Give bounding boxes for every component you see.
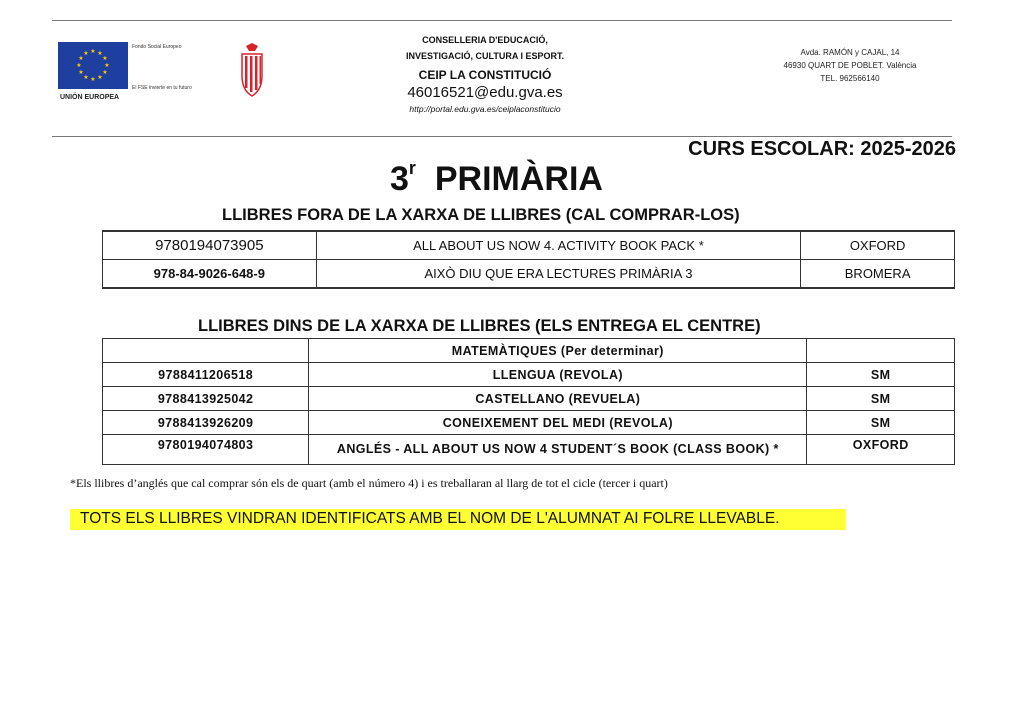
publisher-cell: OXFORD (801, 231, 955, 260)
footnote: *Els llibres d’anglés que cal comprar són els de quart (amb el número 4) i es treballaran al llarg de tot el cicle (tercer i quart) (70, 476, 668, 490)
title-cell: CONEIXEMENT DEL MEDI (REVOLA) (309, 411, 807, 435)
title-cell: ALL ABOUT US NOW 4. ACTIVITY BOOK PACK * (316, 231, 801, 260)
school-year: CURS ESCOLAR: 2025-2026 (688, 138, 956, 160)
svg-text:★: ★ (76, 62, 82, 69)
school-email: 46016521@edu.gva.es (407, 84, 563, 101)
generalitat-emblem-icon (236, 42, 268, 98)
svg-text:★: ★ (90, 48, 96, 55)
table-row (103, 339, 955, 363)
table-row (103, 363, 955, 387)
eu-fse-label: El FSE invierte en tu futuro (132, 85, 192, 91)
isbn-cell: 978-84-9026-648-9 (103, 260, 317, 289)
svg-text:★: ★ (104, 62, 110, 69)
title-cell: MATEMÀTIQUES (Per determinar) (309, 339, 807, 363)
svg-text:★: ★ (102, 69, 108, 76)
publisher-cell: OXFORD (807, 435, 955, 465)
conselleria-line1: CONSELLERIA D'EDUCACIÓ, (422, 35, 548, 45)
grade-suffix: r (408, 157, 416, 178)
grade-title (390, 157, 603, 199)
svg-text:★: ★ (97, 74, 103, 81)
publisher-cell: SM (807, 411, 955, 435)
publisher-cell (807, 339, 955, 363)
header-bottom-rule (52, 136, 952, 137)
eu-logo-block (58, 42, 208, 104)
title-cell: LLENGUA (REVOLA) (309, 363, 807, 387)
publisher-cell: SM (807, 363, 955, 387)
grade-number: 3 (390, 160, 409, 198)
svg-text:★: ★ (83, 74, 89, 81)
eu-flag-icon (58, 42, 128, 89)
table-row (103, 260, 955, 289)
table-row (103, 411, 955, 435)
isbn-cell: 9788413926209 (103, 411, 309, 435)
school-address (760, 46, 940, 85)
phone: TEL. 962566140 (820, 74, 880, 83)
svg-text:★: ★ (78, 69, 84, 76)
isbn-cell: 9780194074803 (103, 435, 309, 465)
table-row (103, 387, 955, 411)
books-inside-table (102, 338, 955, 465)
svg-text:★: ★ (78, 55, 84, 62)
eu-fund-label: Fondo Social Europeo (132, 44, 182, 50)
address-line2: 46930 QUART DE POBLET. València (783, 61, 917, 70)
publisher-cell: SM (807, 387, 955, 411)
books-outside-table (102, 230, 955, 289)
school-header (330, 32, 640, 116)
section-outside-title: LLIBRES FORA DE LA XARXA DE LLIBRES (CAL COMPRAR-LOS) (222, 206, 740, 224)
isbn-cell (103, 339, 309, 363)
svg-text:★: ★ (83, 50, 89, 57)
table-row (103, 435, 955, 465)
title-cell: CASTELLANO (REVUELA) (309, 387, 807, 411)
publisher-cell: BROMERA (801, 260, 955, 289)
isbn-cell: 9780194073905 (103, 231, 317, 260)
isbn-cell: 9788411206518 (103, 363, 309, 387)
top-rule (52, 20, 952, 21)
school-website: http://portal.edu.gva.es/ceiplaconstitucio (409, 104, 561, 114)
conselleria-line2: INVESTIGACIÓ, CULTURA I ESPORT. (405, 51, 564, 61)
title-cell: AIXÒ DIU QUE ERA LECTURES PRIMÀRIA 3 (316, 260, 801, 289)
isbn-cell: 9788413925042 (103, 387, 309, 411)
table-row (103, 231, 955, 260)
title-cell: ANGLÉS - ALL ABOUT US NOW 4 STUDENT´S BOOK (CLASS BOOK) * (309, 435, 807, 465)
grade-label: PRIMÀRIA (434, 160, 603, 198)
notice-banner: TOTS ELS LLIBRES VINDRAN IDENTIFICATS AMB EL NOM DE L'ALUMNAT AI FOLRE LLEVABLE. (70, 509, 846, 530)
svg-text:★: ★ (97, 50, 103, 57)
address-line1: Avda. RAMÓN y CAJAL, 14 (800, 48, 900, 57)
eu-union-label: UNIÓN EUROPEA (60, 94, 120, 101)
svg-text:★: ★ (90, 76, 96, 83)
school-name: CEIP LA CONSTITUCIÓ (418, 68, 552, 82)
svg-text:★: ★ (102, 55, 108, 62)
section-inside-title: LLIBRES DINS DE LA XARXA DE LLIBRES (ELS ENTREGA EL CENTRE) (198, 317, 761, 335)
